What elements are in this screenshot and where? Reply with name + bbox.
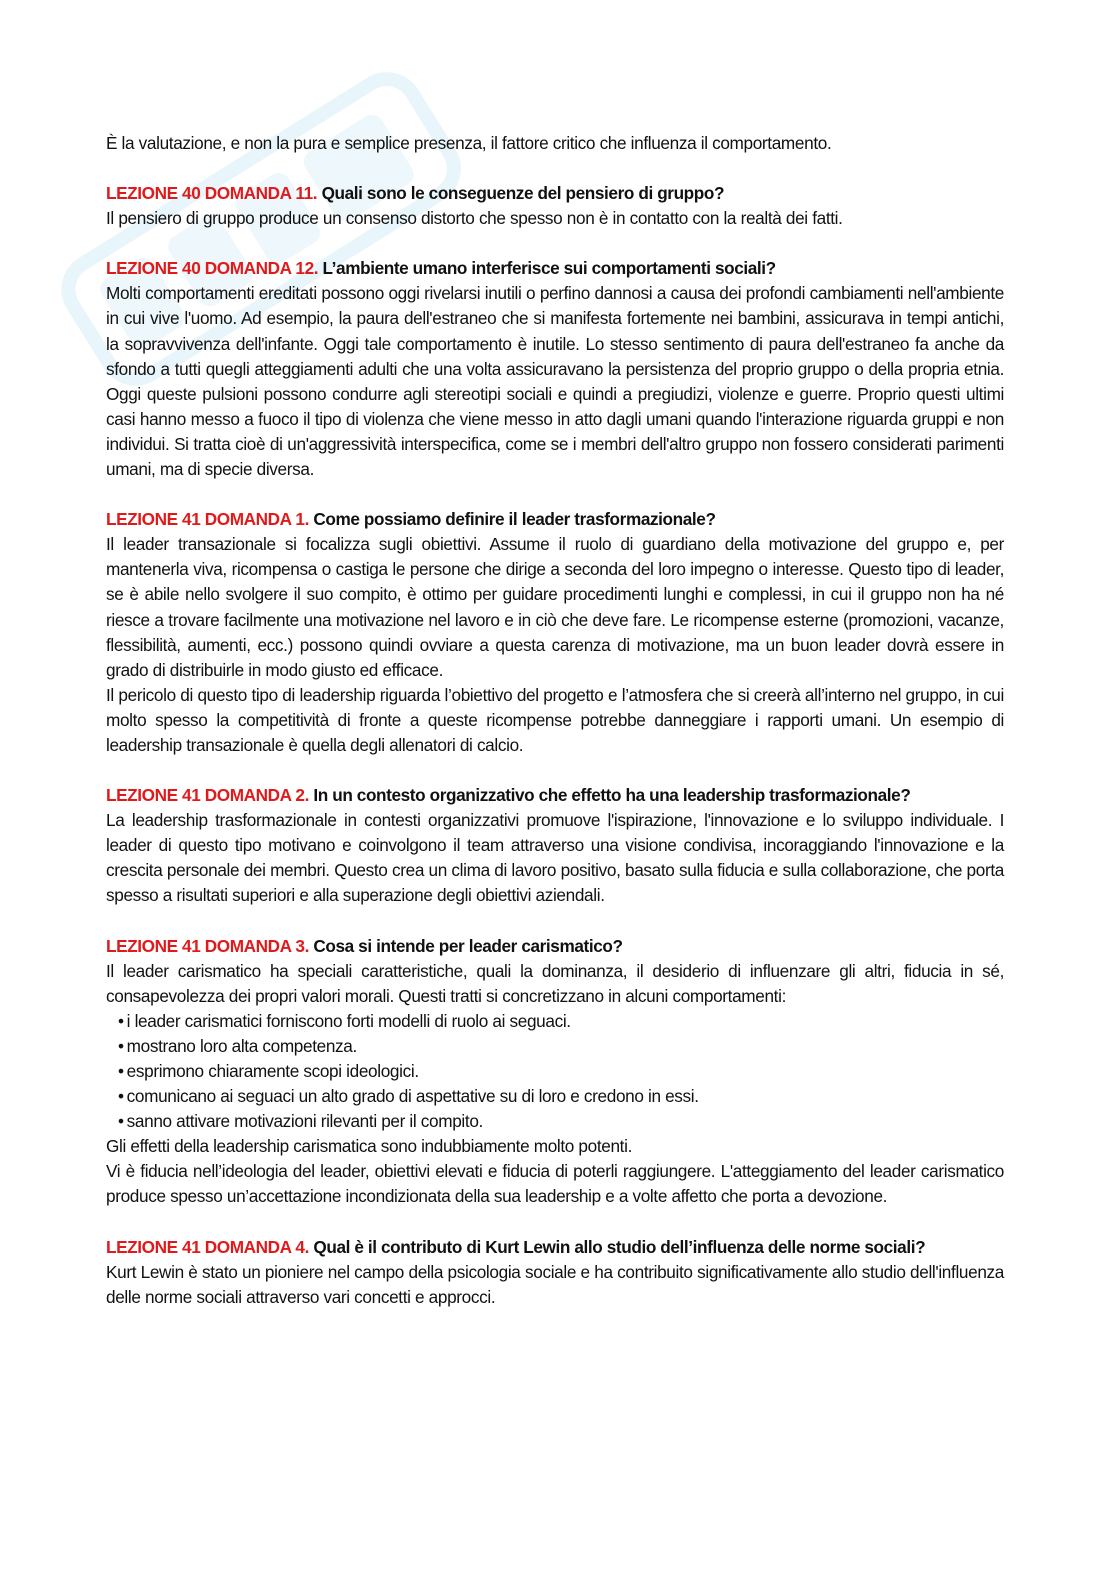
question-heading bbox=[106, 181, 1004, 206]
answer-paragraph: Il leader transazionale si focalizza sugli obiettivi. Assume il ruolo di guardiano della motivazione del gruppo e, per mantenerla viva, ricompensa o castiga le persone che dirige a seconda del loro impegno o interesse. Questo tipo di leader, se è abile nello svolgere il suo compito, è ottimo per guidare procedimenti lunghi e complessi, in cui il gruppo non ha né riesce a trovare facilmente una motivazione nel lavoro e in ciò che deve fare. Le ricompense esterne (promozioni, vacanze, flessibilità, aumenti, ecc.) possono quindi ovviare a questa carenza di motivazione, ma un buon leader dovrà essere in grado di distribuirle in modo giusto ed efficace. bbox=[106, 534, 1004, 680]
lesson-label: LEZIONE 41 DOMANDA 1. bbox=[106, 509, 309, 530]
question-heading bbox=[106, 783, 1004, 808]
answer-paragraph: Kurt Lewin è stato un pioniere nel campo della psicologia sociale e ha contribuito significativamente allo studio dell'influenza delle norme sociali attraverso vari concetti e approcci. bbox=[106, 1261, 1004, 1307]
question-section bbox=[106, 256, 1004, 482]
document-body bbox=[106, 131, 1004, 1310]
question-section bbox=[106, 507, 1004, 758]
question-heading bbox=[106, 1235, 1004, 1260]
question-section bbox=[106, 1235, 1004, 1310]
question-section bbox=[106, 783, 1004, 908]
bullet-list bbox=[106, 1009, 1004, 1134]
question-text: L’ambiente umano interferisce sui comportamenti sociali? bbox=[322, 258, 776, 279]
answer-paragraph: Il pensiero di gruppo produce un consenso distorto che spesso non è in contatto con la realtà dei fatti. bbox=[106, 208, 843, 229]
answer-paragraph: Molti comportamenti ereditati possono oggi rivelarsi inutili o perfino dannosi a causa dei profondi cambiamenti nell'ambiente in cui vive l'uomo. Ad esempio, la paura dell'estraneo che si manifesta fortemente nei bambini, assicurava in tempi antichi, la sopravvivenza dell'infante. Oggi tale comportamento è inutile. Lo stesso sentimento di paura dell'estraneo fa anche da sfondo a tutti quegli atteggiamenti adulti che una volta assicuravano la persistenza del proprio gruppo o della propria etnia. Oggi queste pulsioni possono condurre agli stereotipi sociali e quindi a pregiudizi, violenze e guerre. Proprio questi ultimi casi hanno messo a fuoco il tipo di violenza che viene messo in atto dagli umani quando l'interazione riguarda gruppi e non individui. Si tratta cioè di un'aggressività interspecifica, come se i membri dell'altro gruppo non fossero considerati parimenti umani, ma di specie diversa. bbox=[106, 283, 1004, 480]
answer-paragraph: Gli effetti della leadership carismatica sono indubbiamente molto potenti. bbox=[106, 1136, 633, 1157]
intro-paragraph: È la valutazione, e non la pura e semplice presenza, il fattore critico che influenza il comportamento. bbox=[106, 133, 832, 153]
question-text: Cosa si intende per leader carismatico? bbox=[313, 935, 623, 956]
list-item: • sanno attivare motivazioni rilevanti per il compito. bbox=[118, 1109, 1004, 1134]
list-item: • esprimono chiaramente scopi ideologici. bbox=[118, 1059, 1004, 1084]
lesson-label: LEZIONE 40 DOMANDA 11. bbox=[106, 183, 318, 204]
question-heading bbox=[106, 934, 1004, 959]
list-item: • comunicano ai seguaci un alto grado di aspettative su di loro e credono in essi. bbox=[118, 1084, 1004, 1109]
lesson-label: LEZIONE 41 DOMANDA 3. bbox=[106, 935, 309, 956]
question-heading bbox=[106, 256, 1004, 281]
list-item: • mostrano loro alta competenza. bbox=[118, 1034, 1004, 1059]
list-item: • i leader carismatici forniscono forti modelli di ruolo ai seguaci. bbox=[118, 1009, 1004, 1034]
question-text: Quali sono le conseguenze del pensiero di gruppo? bbox=[321, 183, 725, 204]
lesson-label: LEZIONE 40 DOMANDA 12. bbox=[106, 258, 319, 279]
answer-paragraph: Vi è fiducia nell’ideologia del leader, obiettivi elevati e fiducia di poterli raggiungere. L'atteggiamento del leader carismatico produce spesso un’accettazione incondizionata della sua leadership e a volte affetto che porta a devozione. bbox=[106, 1161, 1004, 1207]
question-text: In un contesto organizzativo che effetto ha una leadership trasformazionale? bbox=[313, 785, 911, 806]
question-section bbox=[106, 181, 1004, 231]
question-section bbox=[106, 934, 1004, 1210]
question-heading bbox=[106, 507, 1004, 532]
answer-paragraph: Il pericolo di questo tipo di leadership riguarda l’obiettivo del progetto e l’atmosfera che si creerà all’interno nel gruppo, in cui molto spesso la competitività di fronte a queste ricompense potrebbe danneggiare i rapporti umani. Un esempio di leadership transazionale è quella degli allenatori di calcio. bbox=[106, 684, 1004, 755]
answer-paragraph: Il leader carismatico ha speciali caratteristiche, quali la dominanza, il desiderio di influenzare gli altri, fiducia in sé, consapevolezza dei propri valori morali. Questi tratti si concretizzano in alcuni comportamenti: bbox=[106, 960, 1004, 1006]
lesson-label: LEZIONE 41 DOMANDA 4. bbox=[106, 1236, 309, 1257]
question-text: Qual è il contributo di Kurt Lewin allo studio dell’influenza delle norme sociali? bbox=[313, 1236, 926, 1257]
question-text: Come possiamo definire il leader trasformazionale? bbox=[313, 509, 716, 530]
answer-paragraph: La leadership trasformazionale in contesti organizzativi promuove l'ispirazione, l'innovazione e lo sviluppo individuale. I leader di questo tipo motivano e coinvolgono il team attraverso una visione condivisa, incoraggiando l'innovazione e la crescita personale dei membri. Questo crea un clima di lavoro positivo, basato sulla fiducia e sulla collaborazione, che porta spesso a risultati superiori e alla superazione degli obiettivi aziendali. bbox=[106, 810, 1004, 906]
lesson-label: LEZIONE 41 DOMANDA 2. bbox=[106, 785, 309, 806]
